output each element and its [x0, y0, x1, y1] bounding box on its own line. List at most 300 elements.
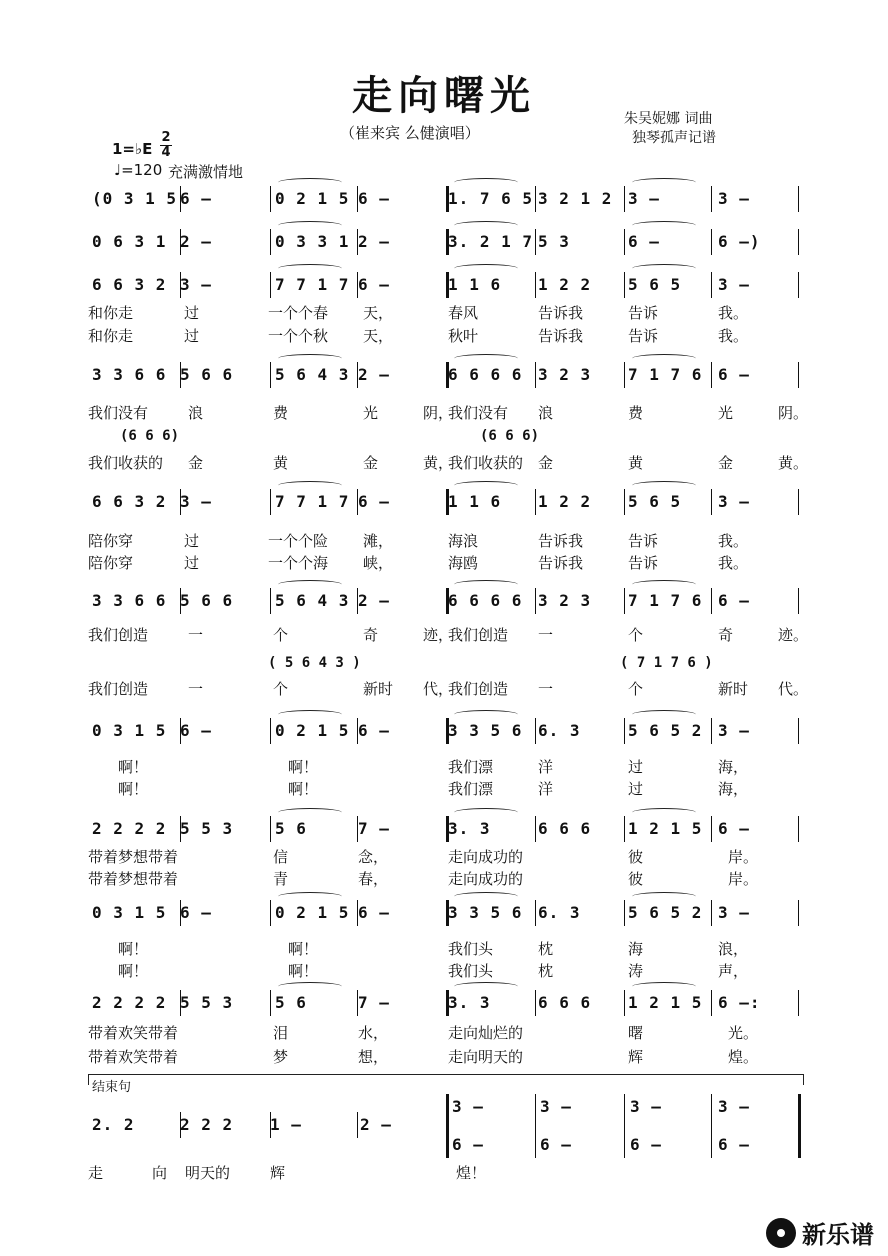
lyric-segment: 声，	[718, 962, 749, 980]
slur-mark	[278, 710, 342, 719]
lyric-segment: 走向灿烂的	[448, 1024, 524, 1042]
lyric-segment: 岸。	[728, 870, 759, 888]
lyric-segment: 我们收获的	[88, 454, 164, 472]
lyric-line	[88, 552, 788, 574]
bar-line	[180, 588, 181, 614]
measure: 2 –	[358, 365, 390, 384]
lyric-segment: 代。	[778, 680, 809, 698]
lyric-segment: 一个个秋	[268, 327, 329, 345]
lyric-line	[88, 938, 788, 960]
lyric-segment: 走向成功的	[448, 870, 524, 888]
lyric-line	[88, 846, 788, 868]
measure: 6 –	[718, 365, 750, 384]
lyric-segment: 告诉我	[538, 532, 584, 550]
lyric-segment: 啊！	[118, 758, 149, 776]
bar-line	[357, 186, 358, 212]
lyric-segment: 奇	[718, 626, 734, 644]
lyric-segment: 金	[188, 454, 204, 472]
lyric-segment: 煌。	[728, 1048, 759, 1066]
measure: 3 –	[628, 189, 660, 208]
slur-mark	[278, 178, 342, 187]
bar-line	[270, 362, 271, 388]
slur-mark	[278, 221, 342, 230]
slur-mark	[632, 354, 696, 363]
tempo-marking: ♩=120	[114, 161, 163, 179]
bar-line	[624, 588, 625, 614]
credit-transcriber: 独琴孤声记谱	[632, 130, 716, 146]
lyric-segment: 过	[184, 554, 200, 572]
lyric-segment: 个	[273, 626, 289, 644]
slur-mark	[454, 710, 518, 719]
slur-mark	[454, 982, 518, 991]
bar-line	[357, 718, 358, 744]
measure: 6 –	[358, 903, 390, 922]
bar-line	[711, 718, 712, 744]
slur-mark	[632, 808, 696, 817]
time-signature-bottom: 4	[161, 145, 171, 160]
measure: 6 –	[718, 591, 750, 610]
bar-line	[180, 186, 181, 212]
bar-line	[535, 588, 536, 614]
measure: 2 –	[180, 232, 212, 251]
lyric-segment: 走向明天的	[448, 1048, 524, 1066]
lyric-segment: 奇	[363, 626, 379, 644]
lyric-segment: 青	[273, 870, 289, 888]
lyric-segment: 天，	[363, 304, 394, 322]
bar-line	[624, 362, 625, 388]
measure: 0 3 1 5	[92, 721, 167, 740]
lyric-segment: 迹。	[778, 626, 809, 644]
measure: 5 6 5	[628, 492, 682, 511]
measure: 0 2 1 5	[275, 189, 350, 208]
measure: 6 –	[180, 189, 212, 208]
bar-line	[535, 900, 536, 926]
bar-line	[270, 588, 271, 614]
measure: 6 –	[358, 721, 390, 740]
bar-line	[180, 990, 181, 1016]
lyric-segment: 一个个春	[268, 304, 329, 322]
measure: 3 –	[180, 492, 212, 511]
bar-line	[270, 229, 271, 255]
bar-line	[180, 362, 181, 388]
lyric-segment: 光。	[728, 1024, 759, 1042]
lyric-segment: 泪	[273, 1024, 289, 1042]
bar-line	[535, 489, 536, 515]
bar-line	[446, 718, 449, 744]
bar-line	[535, 718, 536, 744]
measure: 3 3 5 6	[448, 721, 523, 740]
measure: 1 2 2	[538, 275, 592, 294]
lyric-segment: 辉	[628, 1048, 644, 1066]
bar-line	[624, 900, 625, 926]
measure: 5 6 4 3	[275, 591, 350, 610]
ending-lyric: 辉	[270, 1164, 286, 1182]
staff-row	[88, 358, 804, 392]
lyric-segment: 一个个海	[268, 554, 329, 572]
bar-line	[357, 272, 358, 298]
measure: 0 6 3 1	[92, 232, 167, 251]
bar-line	[270, 816, 271, 842]
ending-upper-measure: 3 –	[540, 1097, 572, 1116]
lyric-segment: 我。	[718, 327, 749, 345]
bar-line	[270, 718, 271, 744]
bar-line	[357, 489, 358, 515]
slur-mark	[632, 221, 696, 230]
measure: 6 –:	[718, 993, 761, 1012]
slur-mark	[454, 354, 518, 363]
ending-bar-line	[446, 1094, 449, 1158]
slur-mark	[454, 892, 518, 901]
lyric-segment: 浪，	[718, 940, 749, 958]
lyric-segment: 啊！	[118, 940, 149, 958]
lyric-segment: 我们头	[448, 940, 494, 958]
lyric-segment: 一个个险	[268, 532, 329, 550]
measure: 3. 3	[448, 819, 491, 838]
measure: 6. 3	[538, 903, 581, 922]
slur-mark	[454, 264, 518, 273]
lyric-segment: 春，	[358, 870, 389, 888]
lyric-segment: 带着梦想带着	[88, 848, 179, 866]
measure: 6 –	[358, 492, 390, 511]
bar-line	[270, 489, 271, 515]
lyric-segment: 海浪	[448, 532, 479, 550]
ending-upper-measure: 3 –	[630, 1097, 662, 1116]
measure: 5 6	[275, 819, 307, 838]
measure: 3 2 3	[538, 365, 592, 384]
slur-mark	[278, 264, 342, 273]
lyric-line	[88, 624, 809, 646]
lyric-segment: 秋叶	[448, 327, 479, 345]
key-signature: 1=♭E	[112, 140, 153, 158]
ending-bar-line	[180, 1112, 181, 1138]
staff-row	[88, 896, 804, 930]
ending-bar-line	[535, 1094, 536, 1158]
measure: 7 –	[358, 993, 390, 1012]
bar-line	[798, 990, 799, 1016]
lyric-segment: 一	[538, 680, 554, 698]
lyric-segment: 告诉	[628, 554, 659, 572]
measure: 6 –	[358, 275, 390, 294]
ending-bar-line	[711, 1094, 712, 1158]
lyric-segment: 个	[628, 680, 644, 698]
bar-line	[180, 900, 181, 926]
measure: 7 7 1 7	[275, 492, 350, 511]
lyric-line	[88, 302, 788, 324]
measure: 1 1 6	[448, 275, 502, 294]
staff-row	[88, 986, 804, 1020]
bar-line	[446, 489, 449, 515]
measure: 3 2 3	[538, 591, 592, 610]
lyric-segment: 走向成功的	[448, 848, 524, 866]
lyric-segment: 黄。	[778, 454, 809, 472]
staff-row	[88, 268, 804, 302]
lyric-segment: 黄	[273, 454, 289, 472]
bar-line	[535, 362, 536, 388]
bar-line	[711, 489, 712, 515]
bar-line	[446, 272, 449, 298]
slur-mark	[278, 892, 342, 901]
alternate-note-group: ( 7 1 7 6 )	[620, 655, 713, 671]
lyric-segment: 告诉我	[538, 327, 584, 345]
bar-line	[357, 362, 358, 388]
lyric-segment: 我们漂	[448, 758, 494, 776]
lyric-segment: 涛	[628, 962, 644, 980]
slur-mark	[454, 481, 518, 490]
measure: 0 3 1 5	[92, 903, 167, 922]
lyric-segment: 峡，	[363, 554, 394, 572]
bar-line	[624, 186, 625, 212]
bar-line	[711, 816, 712, 842]
lyric-segment: 啊！	[118, 962, 149, 980]
lyric-segment: 啊！	[288, 940, 319, 958]
lyric-segment: 我们创造	[448, 680, 509, 698]
measure: 7 1 7 6	[628, 591, 703, 610]
measure: 6 –)	[718, 232, 761, 251]
measure: 0 2 1 5	[275, 903, 350, 922]
measure: 2 –	[358, 232, 390, 251]
measure: 7 7 1 7	[275, 275, 350, 294]
lyric-segment: 黄	[628, 454, 644, 472]
lyric-segment: 我们创造	[88, 626, 149, 644]
bar-line	[798, 588, 799, 614]
measure: 0 2 1 5	[275, 721, 350, 740]
bar-line	[357, 816, 358, 842]
bar-line	[798, 229, 799, 255]
ending-bar-line	[624, 1094, 625, 1158]
lyric-segment: 过	[628, 758, 644, 776]
lyric-segment: 念，	[358, 848, 389, 866]
measure: 7 –	[358, 819, 390, 838]
measure: 6 6 3 2	[92, 492, 167, 511]
lyric-segment: 海，	[718, 780, 749, 798]
ending-lower-measure: 6 –	[718, 1135, 750, 1154]
measure: 3 –	[718, 903, 750, 922]
measure: 3 2 1 2	[538, 189, 613, 208]
staff-row	[88, 182, 804, 216]
ending-measure: 2. 2	[92, 1115, 135, 1134]
lyric-segment: 滩，	[363, 532, 394, 550]
measure: 6 6 6	[538, 819, 592, 838]
bar-line	[270, 900, 271, 926]
bar-line	[535, 229, 536, 255]
measure: 2 2 2 2	[92, 819, 167, 838]
bar-line	[624, 272, 625, 298]
bar-line	[446, 362, 449, 388]
measure: 3 3 5 6	[448, 903, 523, 922]
bar-line	[357, 588, 358, 614]
performers-subtitle: （崔来宾 么健演唱）	[340, 124, 480, 142]
slur-mark	[632, 481, 696, 490]
lyric-segment: 个	[273, 680, 289, 698]
ending-lyric: 煌！	[456, 1164, 487, 1182]
lyric-segment: 阴。	[778, 404, 809, 422]
song-title: 走向曙光	[352, 72, 536, 119]
bar-line	[711, 362, 712, 388]
measure: 5 3	[538, 232, 570, 251]
credit-lyricist: 朱吴妮娜 词曲	[624, 111, 713, 127]
lyric-segment: 金	[538, 454, 554, 472]
bar-line	[711, 990, 712, 1016]
lyric-segment: 春风	[448, 304, 479, 322]
ending-bar-line	[798, 1094, 801, 1158]
lyric-line	[88, 402, 809, 424]
bar-line	[270, 990, 271, 1016]
ending-lyric: 走	[88, 1164, 104, 1182]
lyric-segment: 洋	[538, 780, 554, 798]
lyric-segment: 带着欢笑带着	[88, 1048, 179, 1066]
measure: 3 –	[718, 275, 750, 294]
bar-line	[180, 489, 181, 515]
measure: 3 –	[718, 492, 750, 511]
lyric-segment: 我们漂	[448, 780, 494, 798]
ending-upper-measure: 3 –	[452, 1097, 484, 1116]
measure: 6. 3	[538, 721, 581, 740]
bar-line	[270, 272, 271, 298]
bar-line	[446, 186, 449, 212]
lyric-segment: 我。	[718, 304, 749, 322]
lyric-segment: 枕	[538, 940, 554, 958]
ending-upper-measure: 3 –	[718, 1097, 750, 1116]
lyric-line	[88, 325, 788, 347]
lyric-segment: 梦	[273, 1048, 289, 1066]
lyric-line	[88, 452, 809, 474]
lyric-segment: 信	[273, 848, 289, 866]
bar-line	[535, 816, 536, 842]
lyric-segment: 新时	[718, 680, 749, 698]
lyric-segment: 费	[628, 404, 644, 422]
staff-row	[88, 225, 804, 259]
bar-line	[711, 900, 712, 926]
lyric-segment: 我们创造	[88, 680, 149, 698]
lyric-segment: 一	[538, 626, 554, 644]
slur-mark	[632, 892, 696, 901]
lyric-line	[88, 678, 809, 700]
bar-line	[798, 186, 799, 212]
bar-line	[357, 229, 358, 255]
bar-line	[446, 816, 449, 842]
slur-mark	[632, 982, 696, 991]
bar-line	[711, 229, 712, 255]
measure: 6 –	[628, 232, 660, 251]
measure: 2 –	[358, 591, 390, 610]
bar-line	[798, 272, 799, 298]
lyric-line	[88, 868, 788, 890]
lyric-segment: 阴，	[423, 404, 454, 422]
ending-lower-measure: 6 –	[452, 1135, 484, 1154]
lyric-segment: 费	[273, 404, 289, 422]
lyric-segment: 啊！	[288, 758, 319, 776]
ending-lower-measure: 6 –	[540, 1135, 572, 1154]
measure: 3. 2 1 7	[448, 232, 534, 251]
measure: 1 2 1 5	[628, 993, 703, 1012]
lyric-segment: 光	[718, 404, 734, 422]
bar-line	[180, 272, 181, 298]
alternate-note-group: (6 6 6)	[480, 428, 540, 444]
measure: 0 3 3 1	[275, 232, 350, 251]
ending-bracket	[88, 1074, 804, 1085]
measure: 1 1 6	[448, 492, 502, 511]
lyric-segment: 啊！	[288, 962, 319, 980]
lyric-segment: 带着欢笑带着	[88, 1024, 179, 1042]
slur-mark	[454, 808, 518, 817]
measure: 3 –	[180, 275, 212, 294]
bar-line	[798, 362, 799, 388]
measure: 3 –	[718, 721, 750, 740]
expression-marking: 充满激情地	[168, 163, 244, 181]
lyric-segment: 啊！	[288, 780, 319, 798]
measure: 5 6	[275, 993, 307, 1012]
bar-line	[535, 990, 536, 1016]
lyric-segment: 过	[184, 327, 200, 345]
lyric-segment: 和你走	[88, 327, 134, 345]
slur-mark	[278, 982, 342, 991]
bar-line	[798, 718, 799, 744]
bar-line	[446, 588, 449, 614]
lyric-segment: 带着梦想带着	[88, 870, 179, 888]
ending-bar-line	[357, 1112, 358, 1138]
staff-row	[88, 485, 804, 519]
lyric-segment: 迹，	[423, 626, 454, 644]
lyric-line	[88, 530, 788, 552]
bar-line	[535, 186, 536, 212]
lyric-segment: 海，	[718, 758, 749, 776]
staff-row	[88, 714, 804, 748]
lyric-segment: 陪你穿	[88, 554, 134, 572]
measure: 6 6 6	[538, 993, 592, 1012]
ending-label: 结束句	[92, 1080, 132, 1095]
staff-row	[88, 584, 804, 618]
bar-line	[357, 990, 358, 1016]
bar-line	[624, 489, 625, 515]
bar-line	[446, 990, 449, 1016]
lyric-line	[88, 778, 788, 800]
slur-mark	[454, 178, 518, 187]
measure: 5 6 5 2	[628, 721, 703, 740]
site-logo	[766, 1215, 874, 1250]
lyric-segment: 彼	[628, 848, 644, 866]
bar-line	[535, 272, 536, 298]
slur-mark	[454, 221, 518, 230]
measure: 5 6 5	[628, 275, 682, 294]
measure: 6 –	[180, 903, 212, 922]
measure: (0 3 1 5	[92, 189, 178, 208]
lyric-segment: 告诉	[628, 327, 659, 345]
measure: 3. 3	[448, 993, 491, 1012]
staff-row	[88, 812, 804, 846]
measure: 5 6 6	[180, 591, 234, 610]
measure: 6 –	[358, 189, 390, 208]
measure: 3 –	[718, 189, 750, 208]
lyric-segment: 一	[188, 626, 204, 644]
ending-measure: 2 –	[360, 1115, 392, 1134]
time-signature-top: 2	[161, 130, 171, 145]
bar-line	[624, 990, 625, 1016]
lyric-segment: 一	[188, 680, 204, 698]
measure: 5 5 3	[180, 819, 234, 838]
lyric-segment: 海鸥	[448, 554, 479, 572]
lyric-segment: 告诉我	[538, 554, 584, 572]
lyric-segment: 黄，	[423, 454, 454, 472]
measure: 1 2 1 5	[628, 819, 703, 838]
lyric-segment: 过	[184, 532, 200, 550]
slur-mark	[632, 178, 696, 187]
ending-bar-line	[270, 1112, 271, 1138]
bar-line	[798, 900, 799, 926]
slur-mark	[454, 580, 518, 589]
lyric-line	[88, 1022, 788, 1044]
lyric-segment: 我们没有	[88, 404, 149, 422]
bar-line	[446, 900, 449, 926]
